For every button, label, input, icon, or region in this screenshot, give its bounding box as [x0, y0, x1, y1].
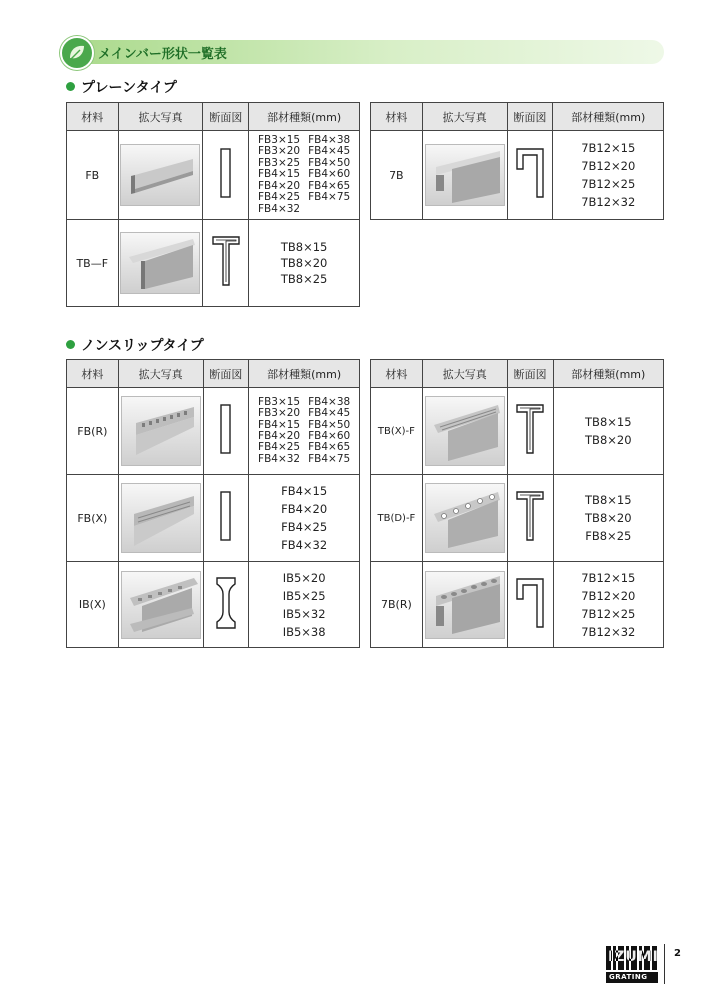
- types-cell: [553, 475, 663, 562]
- type-item: TB8×15: [585, 493, 632, 507]
- product-photo: [120, 144, 200, 206]
- cross-section-cell: [203, 562, 249, 648]
- cross-section-cell: [203, 220, 249, 307]
- types-list: [258, 135, 350, 215]
- table-row: [67, 220, 360, 307]
- cross-section-icon: [218, 184, 234, 203]
- cross-section-cell: [507, 131, 553, 220]
- table-row: [371, 388, 664, 475]
- type-item: FB4×65: [308, 441, 351, 454]
- cross-section-cell: [507, 475, 553, 562]
- types-cell: [553, 131, 664, 220]
- material-cell: TB—F: [67, 220, 119, 307]
- type-item: 7B12×20: [581, 588, 636, 603]
- table-row: [67, 131, 360, 220]
- material-cell: FB(R): [67, 388, 119, 475]
- header-section: 断面図: [203, 360, 249, 388]
- product-photo: [425, 144, 505, 206]
- type-item: FB8×25: [585, 529, 632, 543]
- material-cell: 7B: [371, 131, 423, 220]
- header-section: 断面図: [507, 103, 553, 131]
- types-list: [554, 569, 663, 641]
- material-cell: 7B(R): [371, 562, 423, 648]
- cross-section-cell: [507, 562, 553, 648]
- types-cell: [249, 562, 360, 648]
- product-photo: [425, 483, 505, 553]
- nonslip-right-table: [370, 359, 664, 648]
- header-material: 材料: [67, 103, 119, 131]
- type-item: FB4×60: [308, 430, 351, 442]
- table-row: [67, 388, 360, 475]
- type-item: FB4×20: [258, 430, 301, 442]
- logo-text: IZUMI: [608, 949, 659, 965]
- type-item: 7B12×20: [581, 159, 636, 173]
- type-item: FB4×75: [308, 191, 351, 204]
- type-item: FB4×38: [308, 395, 351, 408]
- types-list: [249, 239, 359, 287]
- type-item: FB4×75: [308, 452, 351, 465]
- table-row: [67, 475, 360, 562]
- types-cell: [249, 220, 360, 307]
- type-item: IB5×25: [282, 588, 326, 603]
- bullet-dot-icon: [66, 82, 75, 91]
- type-item: FB3×25: [258, 156, 301, 169]
- nonslip-left-table: [66, 359, 360, 648]
- table-row: [371, 131, 664, 220]
- type-item: FB4×50: [308, 156, 351, 169]
- photo-cell: [118, 131, 203, 220]
- types-cell: [249, 131, 360, 220]
- type-item: TB8×20: [585, 511, 632, 525]
- section-title-nonslip: ノンスリップタイプ: [66, 335, 204, 355]
- type-item: TB8×15: [280, 240, 328, 254]
- type-item: FB4×15: [258, 418, 301, 431]
- product-photo: [121, 396, 201, 466]
- type-item: IB5×20: [282, 570, 326, 585]
- cross-section-cell: [507, 388, 553, 475]
- bullet-dot-icon: [66, 340, 75, 349]
- header-types: 部材種類(mm): [249, 360, 360, 388]
- product-photo: [120, 232, 200, 294]
- type-item: FB3×20: [258, 145, 301, 158]
- type-item: 7B12×15: [581, 570, 636, 585]
- types-list: [554, 491, 663, 545]
- type-item: [308, 204, 350, 215]
- type-item: TB8×25: [280, 272, 328, 286]
- type-item: 7B12×15: [581, 141, 636, 155]
- cross-section-icon: [214, 615, 238, 634]
- type-item: FB3×15: [258, 134, 301, 147]
- type-item: IB5×32: [282, 606, 326, 621]
- types-list: [258, 397, 350, 465]
- type-item: FB4×45: [308, 407, 351, 420]
- photo-cell: [422, 562, 507, 648]
- footer-divider: [664, 944, 665, 984]
- cross-section-cell: [203, 131, 249, 220]
- table-row: [371, 475, 664, 562]
- types-list: [249, 569, 359, 641]
- types-list: [553, 139, 663, 211]
- header-photo: 拡大写真: [422, 103, 507, 131]
- leaf-logo-icon: [60, 36, 94, 70]
- type-item: FB4×25: [281, 520, 328, 534]
- cross-section-icon: [515, 614, 545, 633]
- type-item: FB4×25: [258, 191, 301, 204]
- header-material: 材料: [67, 360, 119, 388]
- header-types: 部材種類(mm): [553, 360, 663, 388]
- header-photo: 拡大写真: [118, 360, 203, 388]
- material-cell: TB(X)-F: [371, 388, 423, 475]
- type-item: FB4×15: [281, 484, 328, 498]
- type-item: 7B12×32: [581, 195, 636, 209]
- cross-section-icon: [515, 184, 545, 203]
- material-cell: FB(X): [67, 475, 119, 562]
- plain-right-table: [370, 102, 664, 220]
- type-item: FB4×38: [308, 134, 351, 147]
- header-types: 部材種類(mm): [249, 103, 360, 131]
- type-item: TB8×20: [585, 433, 632, 447]
- product-photo: [121, 571, 201, 639]
- type-item: FB4×45: [308, 145, 351, 158]
- header-material: 材料: [371, 103, 423, 131]
- type-item: FB4×50: [308, 418, 351, 431]
- title-banner: [62, 40, 664, 64]
- material-cell: FB: [67, 131, 119, 220]
- logo-subtext: GRATING: [609, 973, 648, 981]
- types-list: [249, 482, 359, 554]
- table-row: [67, 562, 360, 648]
- photo-cell: [422, 131, 507, 220]
- cross-section-icon: [218, 440, 234, 459]
- type-item: 7B12×25: [581, 177, 636, 191]
- cross-section-cell: [203, 388, 249, 475]
- type-item: FB4×20: [281, 502, 328, 516]
- header-types: 部材種類(mm): [553, 103, 664, 131]
- cross-section-icon: [515, 527, 545, 546]
- types-cell: [249, 388, 360, 475]
- type-item: FB4×65: [308, 179, 351, 192]
- photo-cell: [118, 562, 203, 648]
- type-item: FB3×20: [258, 407, 301, 420]
- type-item: FB3×15: [258, 395, 301, 408]
- type-item: 7B12×32: [581, 624, 636, 639]
- types-cell: [553, 388, 663, 475]
- photo-cell: [118, 220, 203, 307]
- type-item: FB4×25: [258, 441, 301, 454]
- material-cell: TB(D)-F: [371, 475, 423, 562]
- photo-cell: [422, 388, 507, 475]
- product-photo: [425, 396, 505, 466]
- section-title-plain: プレーンタイプ: [66, 77, 177, 97]
- page-number: 2: [674, 948, 681, 959]
- header-section: 断面図: [203, 103, 249, 131]
- izumi-grating-logo: [606, 944, 658, 984]
- cross-section-icon: [515, 440, 545, 459]
- type-item: TB8×15: [585, 415, 632, 429]
- product-photo: [121, 483, 201, 553]
- header-material: 材料: [371, 360, 423, 388]
- type-item: 7B12×25: [581, 606, 636, 621]
- header-photo: 拡大写真: [118, 103, 203, 131]
- plain-left-table: [66, 102, 360, 307]
- type-item: FB4×32: [258, 202, 301, 215]
- banner-title: メインバー形状一覧表: [98, 47, 227, 62]
- photo-cell: [118, 388, 203, 475]
- header-photo: 拡大写真: [422, 360, 507, 388]
- type-item: IB5×38: [282, 624, 326, 639]
- type-item: FB4×15: [258, 168, 301, 181]
- types-list: [554, 413, 663, 449]
- type-item: FB4×32: [258, 452, 301, 465]
- photo-cell: [118, 475, 203, 562]
- type-item: TB8×20: [280, 256, 328, 270]
- product-photo: [425, 571, 505, 639]
- photo-cell: [422, 475, 507, 562]
- cross-section-cell: [203, 475, 249, 562]
- header-section: 断面図: [507, 360, 553, 388]
- cross-section-icon: [218, 527, 234, 546]
- type-item: FB4×32: [281, 538, 328, 552]
- types-cell: [553, 562, 663, 648]
- cross-section-icon: [211, 272, 241, 291]
- types-cell: [249, 475, 360, 562]
- material-cell: IB(X): [67, 562, 119, 648]
- type-item: FB4×20: [258, 179, 301, 192]
- type-item: FB4×60: [308, 168, 351, 181]
- table-row: [371, 562, 664, 648]
